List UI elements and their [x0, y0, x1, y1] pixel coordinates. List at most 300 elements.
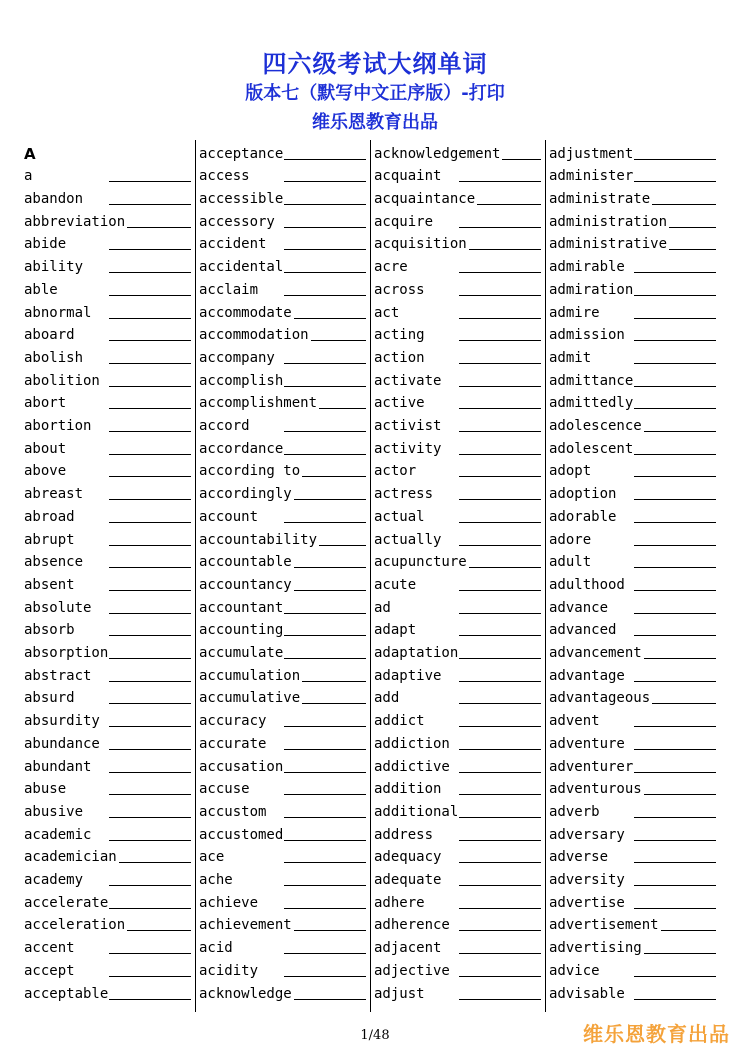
answer-blank-line — [284, 976, 366, 977]
answer-blank-line — [284, 227, 366, 228]
word-text: adolescence — [549, 418, 642, 435]
answer-blank-line — [459, 999, 541, 1000]
word-row — [549, 526, 716, 549]
word-text: accurate — [199, 735, 267, 752]
word-row — [374, 390, 541, 413]
word-row — [199, 798, 366, 821]
answer-blank-line — [669, 227, 716, 228]
answer-blank-line — [459, 499, 541, 500]
word-row — [199, 390, 366, 413]
answer-blank-line — [127, 930, 191, 931]
word-text: accord — [199, 418, 250, 435]
word-text: advisable — [549, 985, 625, 1002]
answer-blank-line — [119, 862, 191, 863]
word-row — [199, 549, 366, 572]
word-text: absence — [24, 554, 84, 571]
word-text: advice — [549, 962, 600, 979]
word-column-1 — [24, 140, 191, 1012]
answer-blank-line — [459, 522, 541, 523]
word-row — [374, 367, 541, 390]
word-row — [199, 526, 366, 549]
word-row — [374, 662, 541, 685]
answer-blank-line — [284, 885, 366, 886]
answer-blank-line — [109, 454, 191, 455]
word-row — [374, 185, 541, 208]
word-text: administer — [549, 168, 634, 185]
word-row — [199, 367, 366, 390]
answer-blank-line — [109, 681, 191, 682]
word-row — [374, 776, 541, 799]
word-text: adventurer — [549, 758, 634, 775]
word-text: abrupt — [24, 531, 75, 548]
answer-blank-line — [477, 204, 541, 205]
word-text: abortion — [24, 418, 92, 435]
word-row — [549, 458, 716, 481]
word-text: adore — [549, 531, 592, 548]
word-text: adolescent — [549, 440, 634, 457]
word-text: adhere — [374, 894, 425, 911]
word-text: acceptable — [24, 985, 109, 1002]
word-text: acute — [374, 576, 417, 593]
answer-blank-line — [284, 908, 366, 909]
answer-blank-line — [459, 862, 541, 863]
word-row — [374, 231, 541, 254]
word-text: adverse — [549, 849, 609, 866]
word-row — [199, 866, 366, 889]
word-text: adjacent — [374, 940, 442, 957]
word-row — [199, 481, 366, 504]
word-text: about — [24, 440, 67, 457]
word-row — [24, 231, 191, 254]
answer-blank-line — [634, 613, 716, 614]
word-text: acknowledge — [199, 985, 292, 1002]
word-text: accounting — [199, 622, 284, 639]
answer-blank-line — [109, 363, 191, 364]
word-text: accumulation — [199, 667, 301, 684]
word-row — [199, 912, 366, 935]
word-text: adulthood — [549, 576, 625, 593]
word-text: abreast — [24, 486, 84, 503]
word-text: accumulate — [199, 645, 284, 662]
word-row — [199, 957, 366, 980]
word-text: add — [374, 690, 400, 707]
answer-blank-line — [109, 999, 191, 1000]
word-text: admission — [549, 327, 625, 344]
answer-blank-line — [284, 658, 366, 659]
word-row — [549, 231, 716, 254]
word-text: accustom — [199, 803, 267, 820]
word-text: activity — [374, 440, 442, 457]
answer-blank-line — [634, 408, 716, 409]
word-row — [24, 798, 191, 821]
word-text: adapt — [374, 622, 417, 639]
word-text: actual — [374, 508, 425, 525]
answer-blank-line — [109, 476, 191, 477]
answer-blank-line — [284, 817, 366, 818]
word-row — [549, 481, 716, 504]
answer-blank-line — [109, 840, 191, 841]
answer-blank-line — [284, 840, 366, 841]
word-text: adequate — [374, 872, 442, 889]
answer-blank-line — [109, 386, 191, 387]
word-text: accidental — [199, 259, 284, 276]
word-row — [24, 866, 191, 889]
word-text: accusation — [199, 758, 284, 775]
answer-blank-line — [459, 386, 541, 387]
answer-blank-line — [302, 476, 366, 477]
page-subtitle: 版本七（默写中文正序版）-打印 — [245, 83, 505, 104]
word-row — [549, 776, 716, 799]
word-row — [24, 957, 191, 980]
word-row — [549, 639, 716, 662]
word-text: administrate — [549, 191, 651, 208]
word-row — [199, 844, 366, 867]
answer-blank-line — [109, 658, 191, 659]
answer-blank-line — [302, 681, 366, 682]
word-text: advent — [549, 713, 600, 730]
word-row — [374, 481, 541, 504]
word-text: access — [199, 168, 250, 185]
answer-blank-line — [459, 431, 541, 432]
word-row — [549, 935, 716, 958]
word-text: acupuncture — [374, 554, 467, 571]
word-row — [24, 594, 191, 617]
answer-blank-line — [459, 590, 541, 591]
answer-blank-line — [634, 749, 716, 750]
answer-blank-line — [109, 249, 191, 250]
answer-blank-line — [634, 295, 716, 296]
word-text: advertising — [549, 940, 642, 957]
answer-blank-line — [634, 999, 716, 1000]
answer-blank-line — [284, 772, 366, 773]
answer-blank-line — [109, 613, 191, 614]
word-row — [199, 935, 366, 958]
word-text: abroad — [24, 508, 75, 525]
word-row — [549, 730, 716, 753]
answer-blank-line — [109, 567, 191, 568]
word-text: ability — [24, 259, 84, 276]
section-letter-row — [24, 140, 191, 163]
answer-blank-line — [127, 227, 191, 228]
answer-blank-line — [459, 817, 541, 818]
answer-blank-line — [294, 567, 366, 568]
word-text: addict — [374, 713, 425, 730]
answer-blank-line — [469, 249, 541, 250]
word-row — [199, 571, 366, 594]
word-row — [549, 798, 716, 821]
word-row — [24, 730, 191, 753]
word-text: absorb — [24, 622, 75, 639]
answer-blank-line — [634, 567, 716, 568]
word-text: academician — [24, 849, 117, 866]
word-text: adjective — [374, 962, 450, 979]
answer-blank-line — [634, 862, 716, 863]
answer-blank-line — [109, 817, 191, 818]
word-text: advancement — [549, 645, 642, 662]
page-title: 四六级考试大纲单词 — [262, 50, 488, 78]
word-row — [24, 299, 191, 322]
word-text: abbreviation — [24, 213, 126, 230]
word-row — [549, 254, 716, 277]
word-text: address — [374, 826, 434, 843]
word-row — [24, 254, 191, 277]
word-text: accept — [24, 962, 75, 979]
word-row — [374, 163, 541, 186]
word-text: above — [24, 463, 67, 480]
word-text: abundance — [24, 735, 100, 752]
word-text: acquisition — [374, 236, 467, 253]
word-text: adversary — [549, 826, 625, 843]
word-text: accommodate — [199, 304, 292, 321]
word-row — [374, 957, 541, 980]
word-text: acting — [374, 327, 425, 344]
word-row — [24, 185, 191, 208]
word-text: activate — [374, 372, 442, 389]
word-text: abolition — [24, 372, 100, 389]
word-row — [374, 617, 541, 640]
word-text: across — [374, 281, 425, 298]
word-row — [199, 231, 366, 254]
word-text: adorable — [549, 508, 617, 525]
answer-blank-line — [109, 772, 191, 773]
word-row — [549, 140, 716, 163]
word-text: adaptive — [374, 667, 442, 684]
answer-blank-line — [284, 454, 366, 455]
word-column-4 — [549, 140, 716, 1012]
word-row — [199, 322, 366, 345]
word-text: adult — [549, 554, 592, 571]
word-row — [549, 276, 716, 299]
answer-blank-line — [502, 159, 541, 160]
word-text: addictive — [374, 758, 450, 775]
answer-blank-line — [634, 908, 716, 909]
word-row — [199, 185, 366, 208]
word-row — [24, 367, 191, 390]
answer-blank-line — [284, 635, 366, 636]
answer-blank-line — [459, 408, 541, 409]
word-row — [199, 730, 366, 753]
word-row — [199, 208, 366, 231]
answer-blank-line — [459, 318, 541, 319]
answer-blank-line — [294, 499, 366, 500]
word-text: admirable — [549, 259, 625, 276]
word-text: achieve — [199, 894, 259, 911]
answer-blank-line — [644, 794, 716, 795]
word-text: ace — [199, 849, 225, 866]
answer-blank-line — [634, 363, 716, 364]
word-text: accountancy — [199, 576, 292, 593]
answer-blank-line — [634, 976, 716, 977]
answer-blank-line — [109, 976, 191, 977]
answer-blank-line — [319, 408, 366, 409]
answer-blank-line — [644, 658, 716, 659]
word-row — [374, 889, 541, 912]
word-row — [199, 435, 366, 458]
answer-blank-line — [109, 726, 191, 727]
section-letter: A — [24, 144, 36, 163]
word-row — [199, 889, 366, 912]
word-text: adoption — [549, 486, 617, 503]
word-row — [549, 503, 716, 526]
word-text: acid — [199, 940, 233, 957]
answer-blank-line — [459, 772, 541, 773]
word-text: accordingly — [199, 486, 292, 503]
answer-blank-line — [109, 885, 191, 886]
word-text: adversity — [549, 872, 625, 889]
word-row — [199, 503, 366, 526]
word-text: action — [374, 349, 425, 366]
word-row — [24, 776, 191, 799]
word-text: acquaintance — [374, 191, 476, 208]
word-row — [24, 208, 191, 231]
answer-blank-line — [109, 749, 191, 750]
word-row — [24, 889, 191, 912]
word-row — [549, 299, 716, 322]
word-row — [24, 458, 191, 481]
answer-blank-line — [459, 930, 541, 931]
word-row — [374, 435, 541, 458]
answer-blank-line — [652, 204, 716, 205]
word-text: abolish — [24, 349, 84, 366]
word-text: acidity — [199, 962, 259, 979]
word-row — [549, 753, 716, 776]
word-row — [199, 662, 366, 685]
answer-blank-line — [634, 499, 716, 500]
word-row — [24, 980, 191, 1003]
answer-blank-line — [284, 386, 366, 387]
answer-blank-line — [284, 363, 366, 364]
word-row — [199, 980, 366, 1003]
word-row — [549, 685, 716, 708]
word-row — [549, 708, 716, 731]
word-row — [24, 571, 191, 594]
word-text: accuse — [199, 781, 250, 798]
word-text: acceptance — [199, 145, 284, 162]
answer-blank-line — [634, 772, 716, 773]
word-row — [374, 639, 541, 662]
word-column-3 — [374, 140, 541, 1012]
word-text: admittedly — [549, 395, 634, 412]
word-row — [374, 912, 541, 935]
word-row — [24, 322, 191, 345]
answer-blank-line — [459, 908, 541, 909]
word-text: acquaint — [374, 168, 442, 185]
word-text: adjust — [374, 985, 425, 1002]
word-row — [374, 821, 541, 844]
word-row — [24, 662, 191, 685]
answer-blank-line — [294, 999, 366, 1000]
word-row — [549, 662, 716, 685]
word-text: accustomed — [199, 826, 284, 843]
word-row — [549, 185, 716, 208]
word-text: achievement — [199, 917, 292, 934]
word-text: actor — [374, 463, 417, 480]
answer-blank-line — [669, 249, 716, 250]
word-text: advantageous — [549, 690, 651, 707]
word-text: abnormal — [24, 304, 92, 321]
answer-blank-line — [109, 499, 191, 500]
answer-blank-line — [109, 590, 191, 591]
answer-blank-line — [284, 295, 366, 296]
word-text: addition — [374, 781, 442, 798]
answer-blank-line — [284, 862, 366, 863]
word-text: actually — [374, 531, 442, 548]
answer-blank-line — [284, 159, 366, 160]
answer-blank-line — [634, 681, 716, 682]
answer-blank-line — [294, 318, 366, 319]
column-divider — [370, 140, 371, 1012]
word-row — [374, 935, 541, 958]
answer-blank-line — [459, 658, 541, 659]
word-text: administration — [549, 213, 668, 230]
word-row — [24, 412, 191, 435]
word-row — [374, 594, 541, 617]
word-row — [374, 730, 541, 753]
word-text: acre — [374, 259, 408, 276]
word-row — [199, 821, 366, 844]
answer-blank-line — [109, 953, 191, 954]
word-text: accident — [199, 236, 267, 253]
word-row — [374, 208, 541, 231]
word-row — [374, 503, 541, 526]
answer-blank-line — [109, 908, 191, 909]
word-text: admittance — [549, 372, 634, 389]
word-row — [374, 276, 541, 299]
word-text: ad — [374, 599, 391, 616]
word-text: accent — [24, 940, 75, 957]
word-text: a — [24, 168, 33, 185]
word-row — [374, 549, 541, 572]
word-row — [24, 390, 191, 413]
word-text: abort — [24, 395, 67, 412]
word-row — [549, 163, 716, 186]
word-text: adherence — [374, 917, 450, 934]
answer-blank-line — [284, 204, 366, 205]
answer-blank-line — [109, 794, 191, 795]
word-row — [199, 458, 366, 481]
word-row — [374, 322, 541, 345]
word-row — [549, 549, 716, 572]
word-row — [374, 526, 541, 549]
word-row — [24, 912, 191, 935]
word-row — [24, 708, 191, 731]
word-text: adequacy — [374, 849, 442, 866]
word-text: advantage — [549, 667, 625, 684]
word-text: academy — [24, 872, 84, 889]
word-text: acknowledgement — [374, 145, 501, 162]
word-text: additional — [374, 803, 459, 820]
word-row — [549, 889, 716, 912]
word-row — [24, 935, 191, 958]
answer-blank-line — [459, 363, 541, 364]
answer-blank-line — [634, 181, 716, 182]
word-text: acclaim — [199, 281, 259, 298]
word-text: activist — [374, 418, 442, 435]
word-row — [199, 753, 366, 776]
answer-blank-line — [644, 431, 716, 432]
answer-blank-line — [459, 885, 541, 886]
word-row — [199, 412, 366, 435]
answer-blank-line — [284, 794, 366, 795]
word-row — [374, 299, 541, 322]
word-text: abuse — [24, 781, 67, 798]
word-row — [24, 503, 191, 526]
answer-blank-line — [284, 431, 366, 432]
word-row — [24, 821, 191, 844]
page-number: 1/48 — [360, 1028, 390, 1043]
word-row — [199, 163, 366, 186]
word-text: aboard — [24, 327, 75, 344]
